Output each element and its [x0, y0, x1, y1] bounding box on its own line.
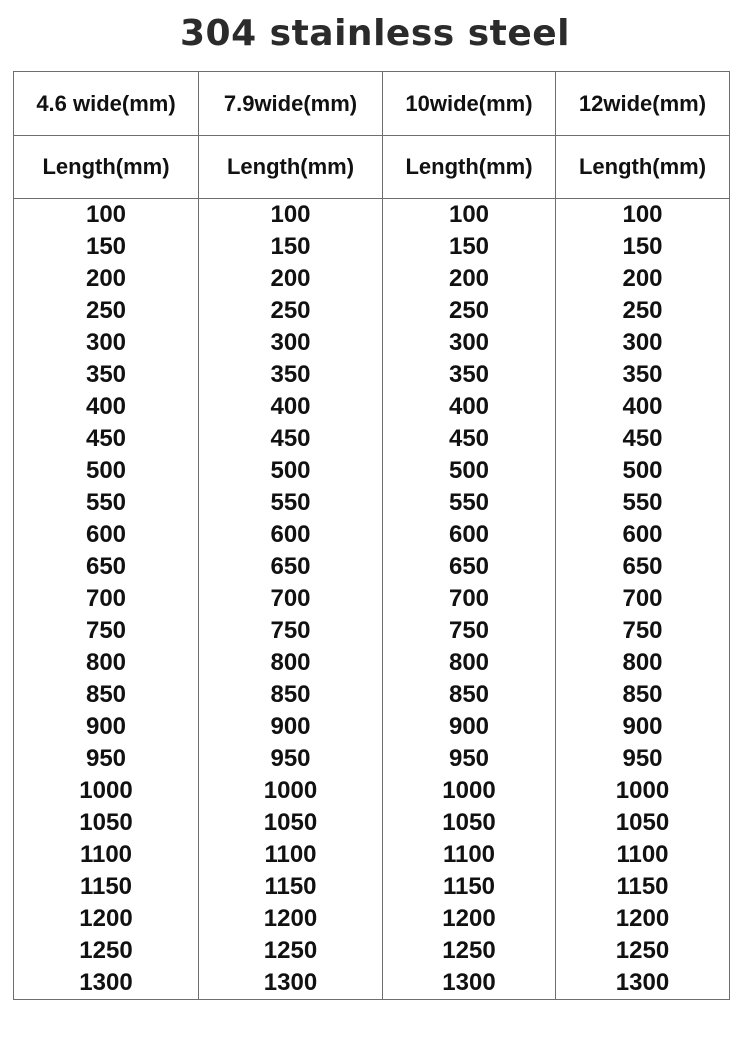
length-cell: 150	[14, 231, 199, 263]
length-cell: 650	[383, 551, 556, 583]
length-cell: 450	[383, 423, 556, 455]
table-body	[14, 199, 730, 1000]
length-cell: 350	[14, 359, 199, 391]
length-cell: 150	[199, 231, 383, 263]
length-cell: 1200	[14, 903, 199, 935]
length-cell: 1250	[14, 935, 199, 967]
length-cell: 200	[14, 263, 199, 295]
length-cell: 1050	[14, 807, 199, 839]
length-cell: 450	[14, 423, 199, 455]
length-cell: 400	[556, 391, 730, 423]
length-cell: 600	[14, 519, 199, 551]
length-cell: 200	[556, 263, 730, 295]
table-row	[14, 519, 730, 551]
length-cell: 600	[556, 519, 730, 551]
length-cell: 800	[556, 647, 730, 679]
length-cell: 1050	[199, 807, 383, 839]
length-header-cell: Length(mm)	[14, 136, 199, 199]
table-row	[14, 263, 730, 295]
table-row	[14, 775, 730, 807]
length-cell: 550	[14, 487, 199, 519]
length-cell: 1100	[556, 839, 730, 871]
length-cell: 200	[199, 263, 383, 295]
length-cell: 1000	[556, 775, 730, 807]
length-cell: 600	[199, 519, 383, 551]
length-cell: 300	[199, 327, 383, 359]
length-cell: 300	[556, 327, 730, 359]
table-row	[14, 583, 730, 615]
length-cell: 850	[556, 679, 730, 711]
length-cell: 850	[383, 679, 556, 711]
width-header-cell: 10wide(mm)	[383, 72, 556, 136]
length-cell: 250	[199, 295, 383, 327]
length-cell: 250	[556, 295, 730, 327]
table-row	[14, 327, 730, 359]
length-cell: 500	[556, 455, 730, 487]
length-cell: 1150	[383, 871, 556, 903]
length-cell: 1150	[14, 871, 199, 903]
length-cell: 1100	[14, 839, 199, 871]
length-cell: 950	[199, 743, 383, 775]
width-header-cell: 12wide(mm)	[556, 72, 730, 136]
length-cell: 1000	[199, 775, 383, 807]
length-cell: 750	[199, 615, 383, 647]
table-row	[14, 615, 730, 647]
length-cell: 700	[199, 583, 383, 615]
length-cell: 1000	[14, 775, 199, 807]
length-cell: 400	[383, 391, 556, 423]
table-row	[14, 839, 730, 871]
length-cell: 150	[383, 231, 556, 263]
length-cell: 800	[199, 647, 383, 679]
table-row	[14, 935, 730, 967]
length-cell: 950	[14, 743, 199, 775]
length-cell: 500	[199, 455, 383, 487]
length-cell: 1000	[383, 775, 556, 807]
length-cell: 450	[556, 423, 730, 455]
length-cell: 400	[14, 391, 199, 423]
length-cell: 900	[556, 711, 730, 743]
length-cell: 1150	[199, 871, 383, 903]
length-cell: 1200	[383, 903, 556, 935]
length-cell: 550	[383, 487, 556, 519]
length-cell: 700	[383, 583, 556, 615]
length-cell: 1300	[14, 967, 199, 1000]
length-cell: 750	[383, 615, 556, 647]
length-header-cell: Length(mm)	[556, 136, 730, 199]
table-row	[14, 423, 730, 455]
length-cell: 850	[14, 679, 199, 711]
length-cell: 950	[556, 743, 730, 775]
length-cell: 900	[199, 711, 383, 743]
table-row	[14, 455, 730, 487]
table-row	[14, 743, 730, 775]
length-cell: 100	[199, 199, 383, 232]
length-cell: 450	[199, 423, 383, 455]
length-cell: 1100	[383, 839, 556, 871]
length-cell: 1200	[556, 903, 730, 935]
length-cell: 1050	[556, 807, 730, 839]
length-cell: 300	[383, 327, 556, 359]
size-table	[13, 71, 730, 1000]
length-cell: 550	[556, 487, 730, 519]
length-cell: 850	[199, 679, 383, 711]
width-header-row	[14, 72, 730, 136]
length-cell: 650	[199, 551, 383, 583]
length-cell: 100	[556, 199, 730, 232]
length-cell: 900	[383, 711, 556, 743]
table-row	[14, 967, 730, 1000]
table-row	[14, 359, 730, 391]
length-cell: 1250	[383, 935, 556, 967]
length-cell: 700	[14, 583, 199, 615]
length-cell: 400	[199, 391, 383, 423]
length-cell: 1050	[383, 807, 556, 839]
length-cell: 900	[14, 711, 199, 743]
page-title: 304 stainless steel	[179, 13, 571, 54]
length-cell: 1100	[199, 839, 383, 871]
table-row	[14, 391, 730, 423]
length-cell: 250	[14, 295, 199, 327]
length-cell: 750	[14, 615, 199, 647]
length-cell: 100	[14, 199, 199, 232]
length-cell: 1250	[556, 935, 730, 967]
length-header-cell: Length(mm)	[199, 136, 383, 199]
table-row	[14, 903, 730, 935]
width-header-cell: 4.6 wide(mm)	[14, 72, 199, 136]
length-header-row	[14, 136, 730, 199]
length-cell: 950	[383, 743, 556, 775]
table-row	[14, 871, 730, 903]
table-row	[14, 551, 730, 583]
length-cell: 650	[14, 551, 199, 583]
table-row	[14, 679, 730, 711]
width-header-cell: 7.9wide(mm)	[199, 72, 383, 136]
table-row	[14, 647, 730, 679]
length-cell: 550	[199, 487, 383, 519]
table-row	[14, 807, 730, 839]
length-cell: 700	[556, 583, 730, 615]
length-cell: 650	[556, 551, 730, 583]
length-cell: 800	[14, 647, 199, 679]
length-cell: 200	[383, 263, 556, 295]
length-cell: 800	[383, 647, 556, 679]
length-cell: 1300	[199, 967, 383, 1000]
length-header-cell: Length(mm)	[383, 136, 556, 199]
table-row	[14, 711, 730, 743]
length-cell: 1150	[556, 871, 730, 903]
length-cell: 350	[199, 359, 383, 391]
length-cell: 250	[383, 295, 556, 327]
length-cell: 1300	[383, 967, 556, 1000]
table-row	[14, 231, 730, 263]
table-row	[14, 487, 730, 519]
table-row	[14, 199, 730, 232]
length-cell: 1250	[199, 935, 383, 967]
length-cell: 500	[383, 455, 556, 487]
length-cell: 350	[383, 359, 556, 391]
length-cell: 1300	[556, 967, 730, 1000]
length-cell: 500	[14, 455, 199, 487]
length-cell: 750	[556, 615, 730, 647]
length-cell: 100	[383, 199, 556, 232]
length-cell: 350	[556, 359, 730, 391]
length-cell: 150	[556, 231, 730, 263]
length-cell: 1200	[199, 903, 383, 935]
length-cell: 300	[14, 327, 199, 359]
table-row	[14, 295, 730, 327]
length-cell: 600	[383, 519, 556, 551]
